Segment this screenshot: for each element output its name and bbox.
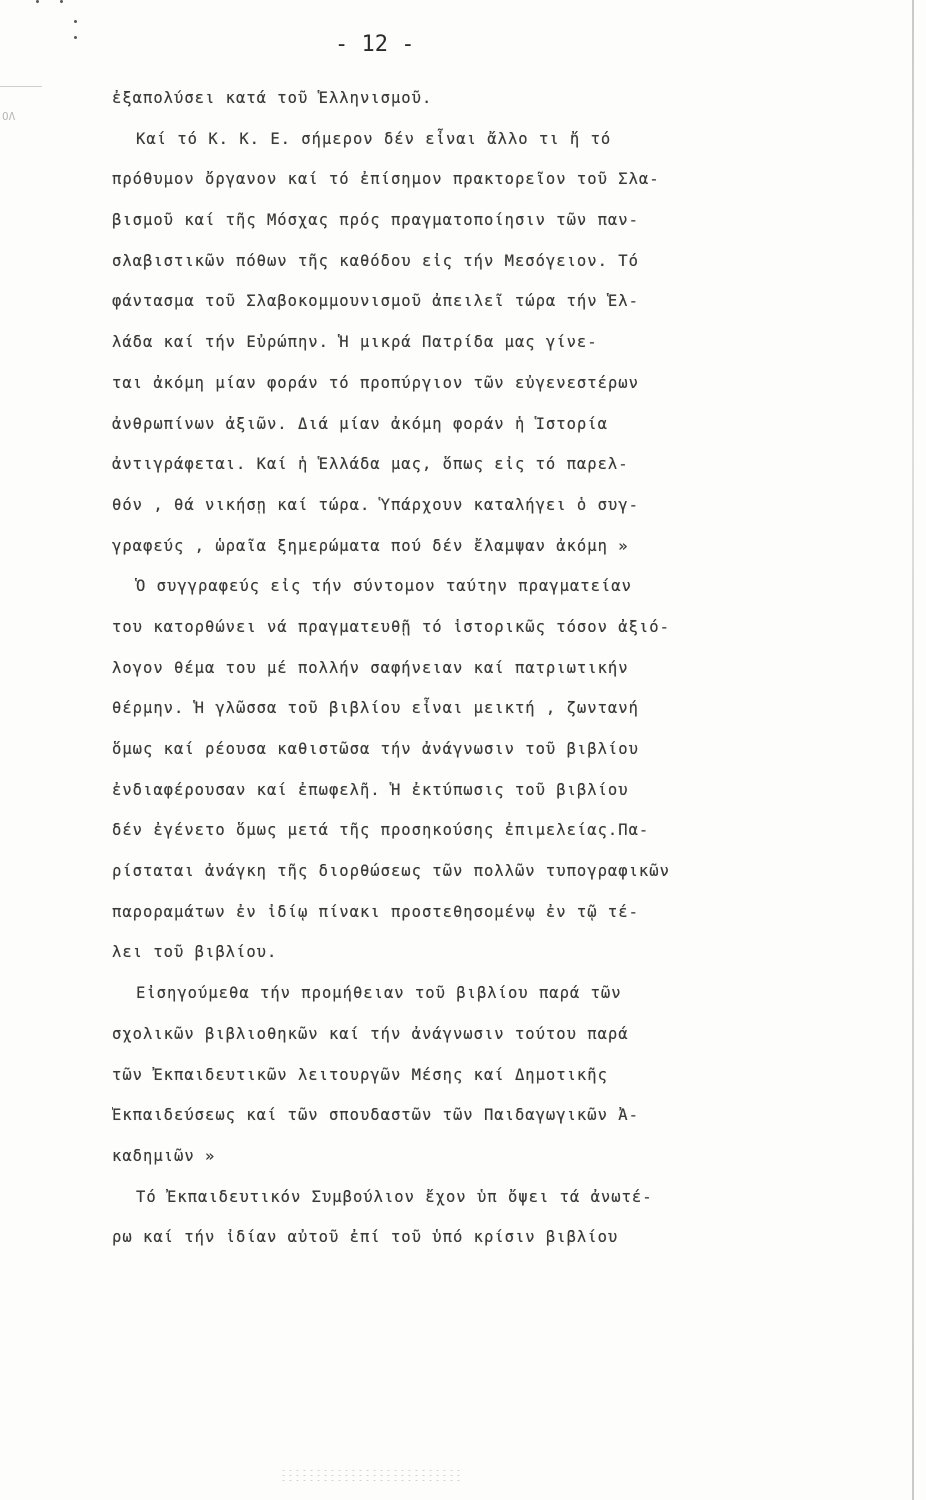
text-line: σλαβιστικῶν πόθων τῆς καθόδου εἰς τήν Μεσόγειον. Τό [112, 251, 639, 270]
text-line: βισμοῦ καί τῆς Μόσχας πρός πραγματοποίησιν τῶν παν- [112, 211, 639, 230]
text-line: φάντασμα τοῦ Σλαβοκομμουνισμοῦ ἀπειλεῖ τώρα τήν Ἑλ- [112, 292, 639, 311]
text-line: ρίσταται ἀνάγκη τῆς διορθώσεως τῶν πολλῶν τυπογραφικῶν [112, 862, 670, 881]
typewritten-text [112, 78, 884, 1258]
text-line: δέν ἐγένετο ὅμως μετά τῆς προσηκούσης ἐπιμελείας.Πα- [112, 821, 650, 840]
text-line: ται ἀκόμη μίαν φοράν τό προπύργιον τῶν εὐγενεστέρων [112, 373, 639, 392]
text-line: καδημιῶν » [112, 1146, 216, 1165]
text-line: του κατορθώνει νά πραγματευθῇ τό ἱστορικῶς τόσον ἀξιό- [112, 617, 670, 636]
left-margin-mark: ΟΛ [2, 110, 16, 123]
scan-noise [280, 1468, 460, 1482]
text-line: λάδα καί τήν Εὐρώπην. Ἡ μικρά Πατρίδα μας γίνε- [112, 333, 598, 352]
text-line: Τό Ἐκπαιδευτικόν Συμβούλιον ἔχον ὑπ ὄψει τά ἀνωτέ- [136, 1187, 653, 1206]
text-line: ὅμως καί ρέουσα καθιστῶσα τήν ἀνάγνωσιν τοῦ βιβλίου [112, 740, 639, 758]
text-line: ἀνθρωπίνων ἀξιῶν. Διά μίαν ἀκόμη φοράν ἡ Ἱστορία [112, 414, 608, 433]
scan-speckles [30, 0, 90, 40]
text-line: Ὁ συγγραφεύς εἰς τήν σύντομον ταύτην πραγματείαν [136, 577, 632, 596]
right-edge-rule [912, 0, 914, 1500]
text-line: ρω καί τήν ἰδίαν αὐτοῦ ἐπί τοῦ ὑπό κρίσιν βιβλίου [112, 1228, 619, 1247]
text-line: Καί τό Κ. Κ. Ε. σήμερον δέν εἶναι ἄλλο τι ἤ τό [136, 129, 612, 148]
text-line: τῶν Ἐκπαιδευτικῶν λειτουργῶν Μέσης καί Δημοτικῆς [112, 1065, 608, 1084]
text-line: παροραμάτων ἐν ἰδίῳ πίνακι προστεθησομένῳ ἐν τῷ τέ- [112, 902, 639, 921]
text-line: Εἰσηγούμεθα τήν προμήθειαν τοῦ βιβλίου παρά τῶν [136, 984, 622, 1003]
left-edge-rule [0, 86, 42, 87]
text-line: λει τοῦ βιβλίου. [112, 943, 278, 962]
text-line: ἐνδιαφέρουσαν καί ἐπωφελῆ. Ἡ ἐκτύπωσις τοῦ βιβλίου [112, 780, 629, 799]
text-line: θόν , θά νικήσῃ καί τώρα. Ὑπάρχουν καταλήγει ὁ συγ- [112, 495, 639, 514]
text-line: λογον θέμα του μέ πολλήν σαφήνειαν καί πατριωτικήν [112, 658, 629, 677]
text-line: θέρμην. Ἡ γλῶσσα τοῦ βιβλίου εἶναι μεικτή , ζωντανή [112, 699, 639, 718]
text-line: σχολικῶν βιβλιοθηκῶν καί τήν ἀνάγνωσιν τούτου παρά [112, 1024, 629, 1043]
text-line: ἐξαπολύσει κατά τοῦ Ἑλληνισμοῦ. [112, 89, 433, 107]
text-line: Ἐκπαιδεύσεως καί τῶν σπουδαστῶν τῶν Παιδαγωγικῶν Ἀ- [112, 1106, 639, 1125]
text-line: ἀντιγράφεται. Καί ἡ Ἑλλάδα μας, ὅπως εἰς τό παρελ- [112, 455, 629, 474]
text-line: γραφεύς , ὡραῖα ξημερώματα πού δέν ἔλαμψαν ἀκόμη » [112, 536, 629, 555]
page-number: - 12 - [335, 32, 415, 57]
text-line: πρόθυμον ὄργανον καί τό ἐπίσημον πρακτορεῖον τοῦ Σλα- [112, 170, 660, 189]
